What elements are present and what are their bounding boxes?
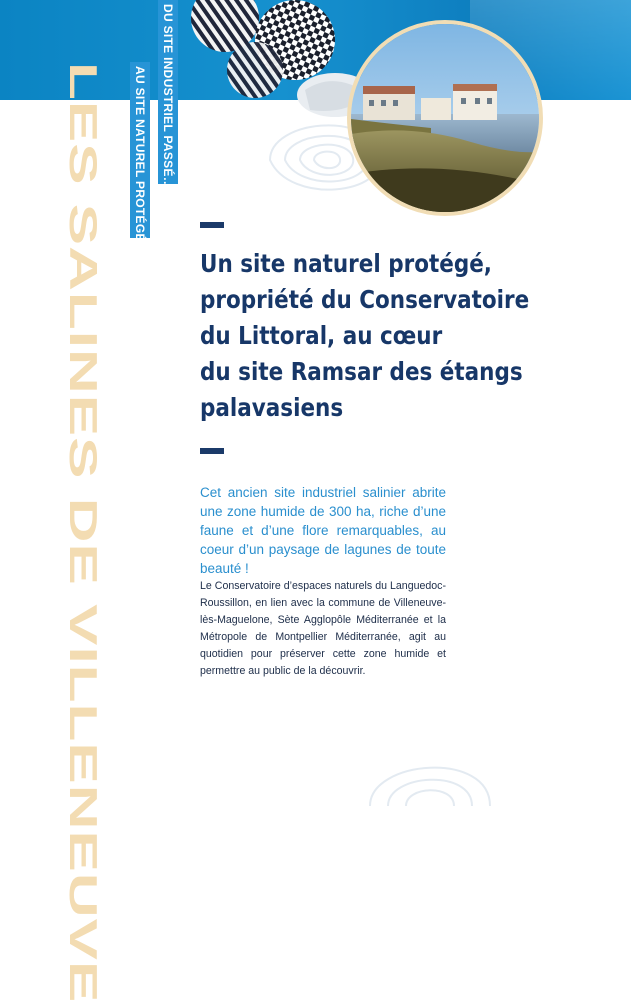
decorative-contour-lines-bottom xyxy=(360,740,500,806)
top-dash-divider xyxy=(200,222,224,228)
tag-natural-site: AU SITE NATUREL PROTÉGÉ xyxy=(130,62,150,238)
intro-paragraph: Cet ancien site industriel salinier abrite une zone humide de 300 ha, riche d’une faune et d’une flore remarquables, au coeur d’un paysage de lagunes de toute beauté ! xyxy=(200,485,446,576)
salines-photo xyxy=(347,20,543,216)
headline-line: palavasiens xyxy=(200,393,344,422)
body-paragraph: Le Conservatoire d’espaces naturels du Languedoc-Roussillon, en lien avec la commune de Villeneuve-lès-Maguelone, Sète Agglopôle Méditerranée et la Métropole de Montpellier Méditerranée, agit au quotidien pour préserver cette zone humide et permettre au public de la découvrir. xyxy=(200,580,446,677)
side-title: LES SALINES DE VILLENEUVE xyxy=(61,62,105,1003)
bottom-dash-divider xyxy=(200,448,224,454)
headline-line: propriété du Conservatoire xyxy=(200,285,530,314)
tag-industrial-past: DU SITE INDUSTRIEL PASSÉ… xyxy=(158,0,178,184)
headline-line: du Littoral, au cœur xyxy=(200,321,443,350)
headline xyxy=(200,246,530,426)
headline-line: du site Ramsar des étangs xyxy=(200,357,523,386)
headline-line: Un site naturel protégé, xyxy=(200,249,492,278)
